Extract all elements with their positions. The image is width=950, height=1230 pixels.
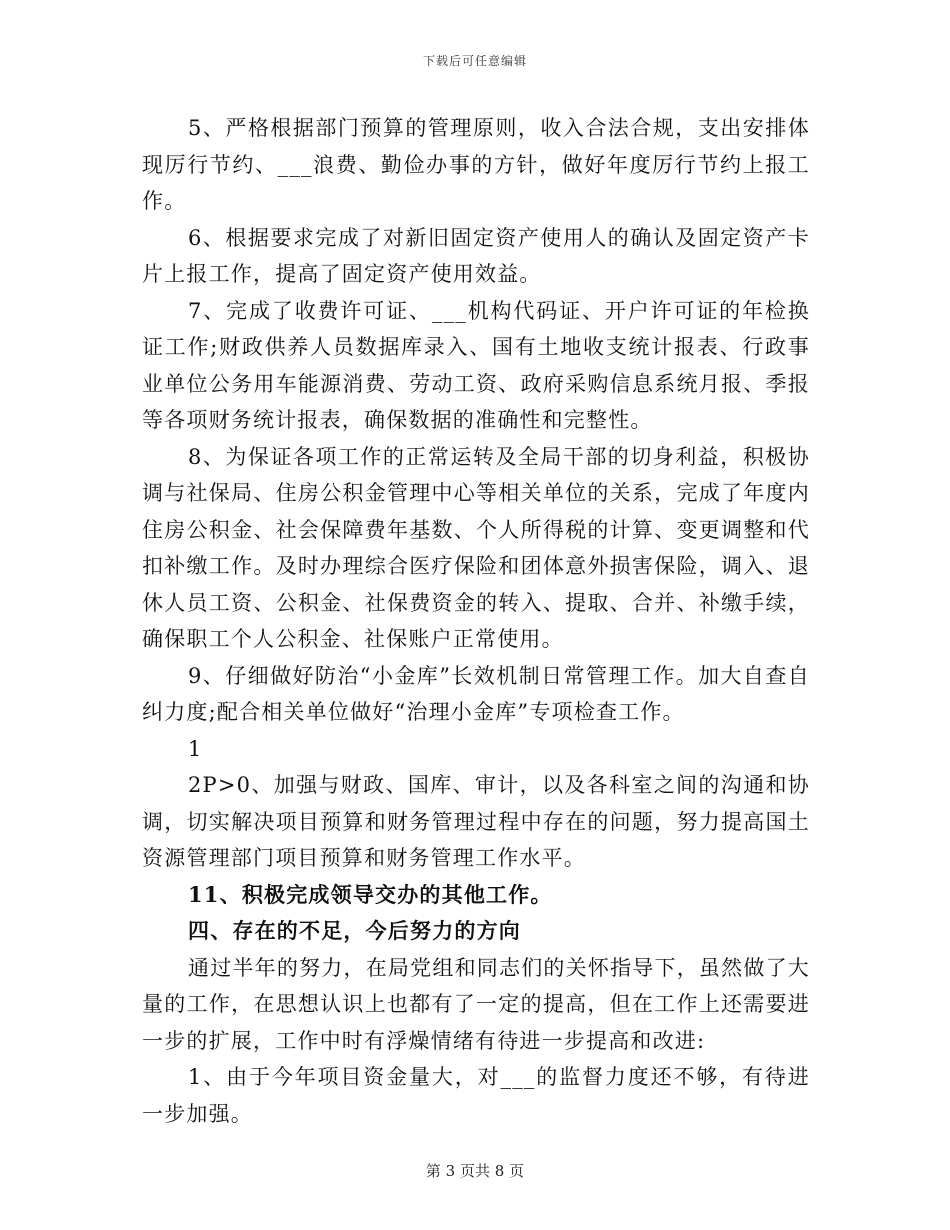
- paragraph-11: 11、积极完成领导交办的其他工作。: [188, 881, 553, 907]
- section-heading-4: 四、存在的不足，今后努力的方向: [188, 918, 521, 943]
- paragraph-summary: 通过半年的努力，在局党组和同志们的关怀指导下，虽然做了大量的工作，在思想认识上也都有了一定的提高，但在工作上还需要进一步的扩展，工作中时有浮燥情绪有待进一步提高和改进:: [142, 955, 810, 1053]
- paragraph-fragment: 1: [188, 736, 203, 761]
- paragraph-6: 6、根据要求完成了对新旧固定资产使用人的确认及固定资产卡片上报工作，提高了固定资产使用效益。: [142, 225, 810, 286]
- page-header: 下载后可任意编辑: [422, 54, 527, 68]
- paragraph-10: 2P>0、加强与财政、国库、审计，以及各科室之间的沟通和协调，切实解决项目预算和财务管理过程中存在的问题，努力提高国土资源管理部门项目预算和财务管理工作水平。: [142, 773, 810, 870]
- paragraph-8: 8、为保证各项工作的正常运转及全局干部的切身利益，积极协调与社保局、住房公积金管理中心等相关单位的关系，完成了年度内住房公积金、社会保障费年基数、个人所得税的计算、变更调整和代扣补缴工作。及时办理综合医疗保险和团体意外损害保险，调入、退休人员工资、公积金、社保费资金的转入、提取、合并、补缴手续，确保职工个人公积金、社保账户正常使用。: [142, 444, 810, 651]
- page-footer: 第 3 页共 8 页: [425, 1162, 525, 1180]
- paragraph-shortcoming-1: 1、由于今年项目资金量大，对___的监督力度还不够，有待进一步加强。: [142, 1065, 810, 1126]
- paragraph-9: 9、仔细做好防治“小金库”长效机制日常管理工作。加大自查自纠力度;配合相关单位做好“治理小金库”专项检查工作。: [142, 663, 810, 724]
- paragraph-5: 5、严格根据部门预算的管理原则，收入合法合规，支出安排体现厉行节约、___浪费、勤俭办事的方针，做好年度厉行节约上报工作。: [142, 116, 810, 213]
- paragraph-7: 7、完成了收费许可证、___机构代码证、开户许可证的年检换证工作;财政供养人员数据库录入、国有土地收支统计报表、行政事业单位公务用车能源消费、劳动工资、政府采购信息系统月报、季报等各项财务统计报表，确保数据的准确性和完整性。: [142, 298, 810, 432]
- document-body: [142, 110, 810, 1132]
